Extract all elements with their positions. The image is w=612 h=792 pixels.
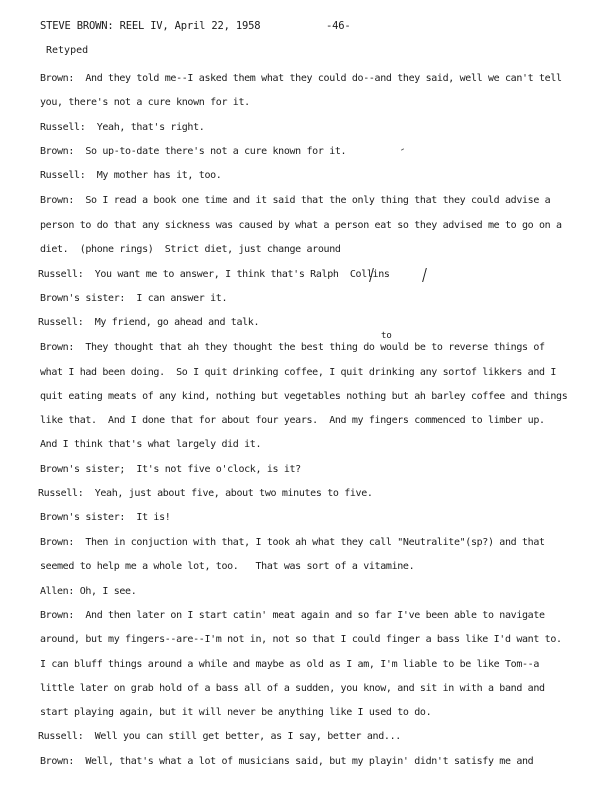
transcript-line: Brown's sister: It is! [40, 512, 171, 523]
paper-speck [401, 148, 404, 150]
transcript-line: Russell: You want me to answer, I think that's Ralph Collins [38, 269, 390, 280]
transcript-line: I can bluff things around a while and maybe as old as I am, I'm liable to be like Tom--a [40, 659, 540, 670]
transcript-line: you, there's not a cure known for it. [40, 97, 250, 108]
transcript-line: Brown's sister: I can answer it. [40, 293, 228, 304]
transcript-line: like that. And I done that for about four years. And my fingers commenced to limber up. [40, 415, 545, 426]
transcript-line: Brown: Well, that's what a lot of musicians said, but my playin' didn't satisfy me and [40, 756, 534, 767]
transcript-line: diet. (phone rings) Strict diet, just change around [40, 244, 341, 255]
page-number: -46- [326, 20, 351, 32]
transcript-line: Brown: So I read a book one time and it said that the only thing that they could advise a [40, 195, 551, 206]
transcript-line: Brown's sister; It's not five o'clock, is it? [40, 464, 301, 475]
retyped-annotation: Retyped [46, 45, 89, 56]
transcript-line: seemed to help me a whole lot, too. That was sort of a vitamine. [40, 561, 415, 572]
transcript-line: quit eating meats of any kind, nothing but vegetables nothing but ah barley coffee and things [40, 391, 568, 402]
transcript-line: Brown: And they told me--I asked them what they could do--and they said, well we can't tell [40, 73, 562, 84]
transcript-line: Brown: Then in conjuction with that, I took ah what they call "Neutralite"(sp?) and that [40, 537, 545, 548]
transcript-line: Russell: Yeah, just about five, about two minutes to five. [38, 488, 373, 499]
transcript-line: Allen: Oh, I see. [40, 586, 137, 597]
transcript-line: start playing again, but it will never be anything like I used to do. [40, 707, 432, 718]
transcript-line: Russell: My friend, go ahead and talk. [38, 317, 260, 328]
transcript-line: little later on grab hold of a bass all of a sudden, you know, and sit in with a band and [40, 683, 545, 694]
transcript-line: Russell: Well you can still get better, as I say, better and... [38, 731, 401, 742]
transcript-line: around, but my fingers--are--I'm not in, not so that I could finger a bass like I'd want to. [40, 634, 562, 645]
transcript-line: Russell: My mother has it, too. [40, 170, 222, 181]
handwritten-insert: to [381, 331, 392, 341]
page-header-title: STEVE BROWN: REEL IV, April 22, 1958 [40, 20, 261, 32]
transcript-line: Russell: Yeah, that's right. [40, 122, 205, 133]
transcript-line: And I think that's what largely did it. [40, 439, 262, 450]
transcript-line: Brown: And then later on I start catin' meat again and so far I've been able to navigate [40, 610, 545, 621]
transcript-line: person to do that any sickness was caused by what a person eat so they advised me to go on a [40, 220, 562, 231]
transcript-line: Brown: So up-to-date there's not a cure known for it. [40, 146, 347, 157]
transcript-line: Brown: They thought that ah they thought the best thing do would be to reverse things of [40, 342, 545, 353]
transcript-line: what I had been doing. So I quit drinking coffee, I quit drinking any sortof likkers and I [40, 367, 557, 378]
